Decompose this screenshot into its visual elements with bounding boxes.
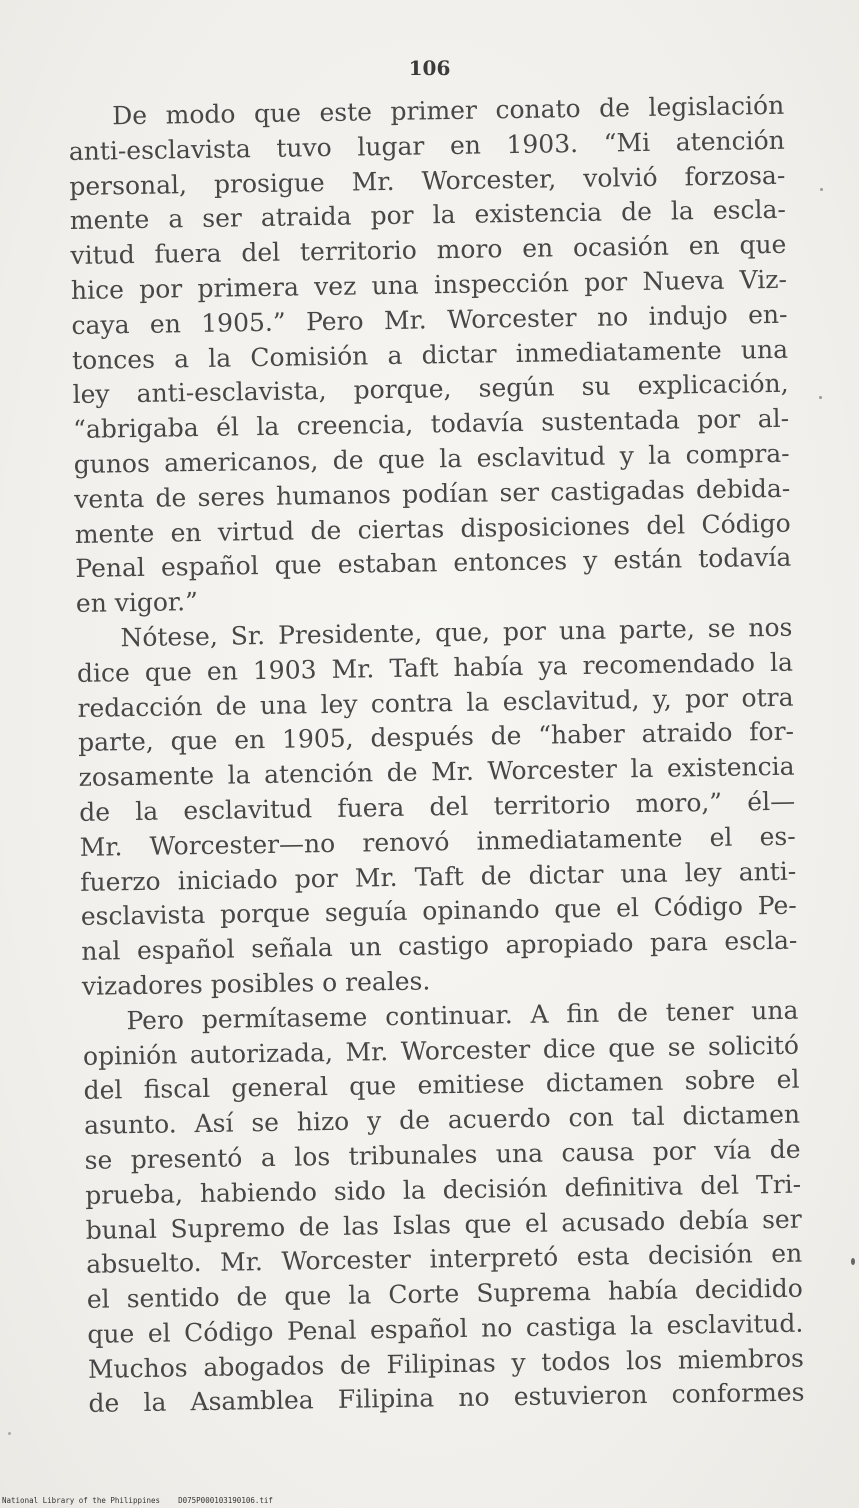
text-line: dice que en 1903 Mr. Taft había ya recomendado la xyxy=(76,647,794,688)
text-line: ley anti-esclavista, porque, según su explicación, xyxy=(72,369,789,410)
text-line: Muchos abogados de Filipinas y todos los miembros xyxy=(87,1343,805,1384)
footer-library: National Library of the Philippines xyxy=(2,1496,161,1505)
body-text xyxy=(68,89,805,1422)
text-line: el sentido de que la Corte Suprema había decidido xyxy=(86,1273,803,1314)
text-line: Penal español que estaban entonces y están todavía xyxy=(75,543,792,584)
text-line: asunto. Así se hizo y de acuerdo con tal dictamen xyxy=(83,1099,801,1140)
text-line: personal, prosigue Mr. Worcester, volvió forzosa- xyxy=(69,160,786,201)
scan-speck xyxy=(8,1432,11,1435)
text-line: “abrigaba él la creencia, todavía sustentada por al- xyxy=(72,403,790,445)
page-number: 106 xyxy=(408,56,451,80)
text-line: Pero permítaseme continuar. A fin de tener una xyxy=(126,995,799,1035)
scan-speck xyxy=(820,188,823,191)
text-line: de la Asamblea Filipina no estuvieron conformes xyxy=(88,1378,805,1419)
text-line: mente en virtud de ciertas disposiciones del Código xyxy=(74,508,791,549)
footer-file: D075P000103190106.tif xyxy=(178,1496,273,1505)
text-line: redacción de una ley contra la esclavitud, y, por otra xyxy=(77,682,794,723)
text-line: que el Código Penal español no castiga la esclavitud. xyxy=(87,1308,804,1349)
text-line: en vigor.” xyxy=(75,587,199,619)
text-line: fuerzo iniciado por Mr. Taft de dictar una ley anti- xyxy=(80,856,797,897)
text-line: caya en 1905.” Pero Mr. Worcester no indujo en- xyxy=(71,299,788,340)
text-line: anti-esclavista tuvo lugar en 1903. “Mi atención xyxy=(68,125,785,166)
text-line: Nótese, Sr. Presidente, que, por una parte, se nos xyxy=(120,612,793,653)
text-line: nal español señala un castigo apropiado para escla- xyxy=(81,925,798,967)
text-line: prueba, habiendo sido la decisión definitiva del Tri- xyxy=(84,1169,802,1210)
text-line: parte, que en 1905, después de “haber atraido for- xyxy=(77,717,795,758)
text-line: opinión autorizada, Mr. Worcester dice que se solicitó xyxy=(82,1030,800,1071)
text-line: De modo que este primer conato de legislación xyxy=(112,90,785,131)
text-line: mente a ser atraida por la existencia de la escla- xyxy=(69,195,787,236)
text-line: vitud fuera del territorio moro en ocasión en que xyxy=(70,229,787,271)
text-line: de la esclavitud fuera del territorio moro,” él— xyxy=(78,786,796,827)
text-line: bunal Supremo de las Islas que el acusado debía ser xyxy=(85,1204,802,1245)
text-line: se presentó a los tribunales una causa por vía de xyxy=(84,1134,801,1175)
text-line: venta de seres humanos podían ser castigadas debida- xyxy=(74,473,791,514)
text-line: del fiscal general que emitiese dictamen sobre el xyxy=(83,1064,800,1106)
scan-footer xyxy=(2,1496,273,1505)
text-line: vizadores posibles o reales. xyxy=(81,966,431,1001)
text-line: esclavista porque seguía opinando que el Código Pe- xyxy=(80,890,797,932)
text-line: hice por primera vez una inspección por Nueva Viz- xyxy=(70,264,788,305)
scan-speck xyxy=(851,1258,855,1265)
text-line: zosamente la atención de Mr. Worcester la existencia xyxy=(78,751,795,793)
text-line: absuelto. Mr. Worcester interpretó esta decisión en xyxy=(86,1238,803,1280)
text-line: gunos americanos, de que la esclavitud y la compra- xyxy=(73,438,790,479)
scan-speck xyxy=(819,396,822,399)
text-line: tonces a la Comisión a dictar inmediatamente una xyxy=(71,334,789,375)
text-line: Mr. Worcester—no renovó inmediatamente el es- xyxy=(79,821,796,862)
